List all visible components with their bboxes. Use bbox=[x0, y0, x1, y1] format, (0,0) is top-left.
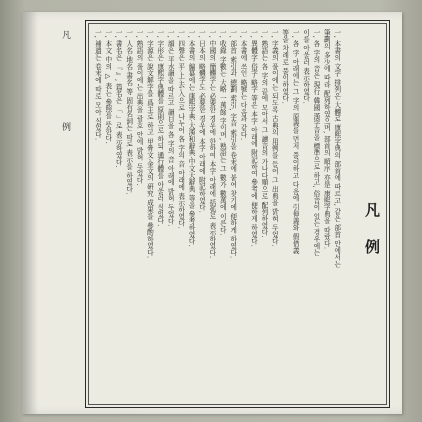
text-column: 一, 中國의 簡體字는 必要한 경우에 한하여 本字 아래에 括弧로 表示하였다. bbox=[207, 29, 216, 259]
text-column: 一, 字形은 康熙字典體를 原則으로 하되 通行體를 아울러 실었다. bbox=[155, 29, 164, 227]
running-head: 凡 例 bbox=[60, 30, 70, 171]
text-column: 一, 補遺는 卷末에 따로 모아 실었다. bbox=[93, 29, 102, 141]
text-column: 一, 人名·地名·書名 等 固有名詞는 따로 表示를 하였다. bbox=[124, 29, 133, 195]
text-frame bbox=[85, 20, 390, 408]
text-column: 一, 書名은 『 』, 篇名은 「 」로 表示하였다. bbox=[114, 29, 123, 168]
text-column: 一, 字源은 說文解字를 爲主로 하고 甲骨文·金文의 硏究 成果를 參酌하였다. bbox=[145, 29, 154, 259]
text-column: 一, 本書의 編纂에는 康熙字典·大漢和辭典·中文大辭典 等을 參考하였다. bbox=[187, 29, 196, 247]
text-column: 一, 熟語는 各 字의 끝에 모아서 그 讀音의 가나다順으로 配列하였다. bbox=[259, 29, 268, 238]
text-column: 一, 本文 中의 ▷ 表는 參照를 뜻한다. bbox=[103, 29, 112, 144]
title-block bbox=[342, 29, 383, 401]
text-column: 一, 本書의 文字 排列은 大體로 康熙字典의 部首에 따르고, 같은 部首 안에서는 bbox=[332, 29, 341, 268]
text-column: 一, 本書에 쓰인 略號는 다음과 같다. bbox=[239, 29, 248, 141]
text-column: 一, 日本의 略體字도 必要한 경우에 本字 아래에 附記하였다. bbox=[197, 29, 206, 213]
text-column: 等을 차례로 풀이하였다. bbox=[280, 29, 289, 104]
text-column: 筆劃의 多少에 따라 配列하였으며, 部首의 順序 亦是 康熙字典을 따랐다. bbox=[322, 29, 331, 250]
text-column: 이를 아울러 表示하였다. bbox=[301, 29, 310, 104]
page-gutter-shadow bbox=[22, 12, 38, 414]
text-columns bbox=[92, 29, 383, 401]
text-column: 一, 字義의 풀이에는 되도록 古典의 用例를 들어 그 出典을 밝혀 두었다. bbox=[270, 29, 279, 247]
text-column: 一, 部首 索引과 總劃 索引, 字音 索引을 卷末에 붙여 찾기에 便하게 하였다. bbox=[228, 29, 237, 259]
page-title: 凡例 bbox=[363, 202, 381, 276]
text-column: 一, 異體字·俗字·略字 等은 本字 아래에 附記하여 參考에 便하게 하였다. bbox=[249, 29, 258, 247]
text-column: 一, 各 字 아래에는 그 字의 原義를 먼저 풀이하고 다음에 引伸義와 假借義 bbox=[291, 29, 300, 254]
text-column: 一, 四聲은 平·上·去·入으로 나누어 各 字의 音 아래에 表示하였다. bbox=[176, 29, 185, 229]
text-column: 一, 韻은 平水韻을 따르고 韻目을 各 字의 音 아래에 밝혀 두었다. bbox=[166, 29, 175, 227]
text-column: 一, 各 字의 音은 現行 韓國 漢字音을 標準으로 하고, 俗音이 있는 경우에는 bbox=[311, 29, 320, 257]
text-column: 一, 收錄 字數는 大略 一萬餘 字이며, 熟語는 그 數가 數萬에 이른다. bbox=[218, 29, 227, 236]
text-column: 一, 熟語의 풀이에는 出典을 괄호 안에 밝혀 두었다. bbox=[135, 29, 144, 186]
book-page bbox=[22, 12, 402, 414]
